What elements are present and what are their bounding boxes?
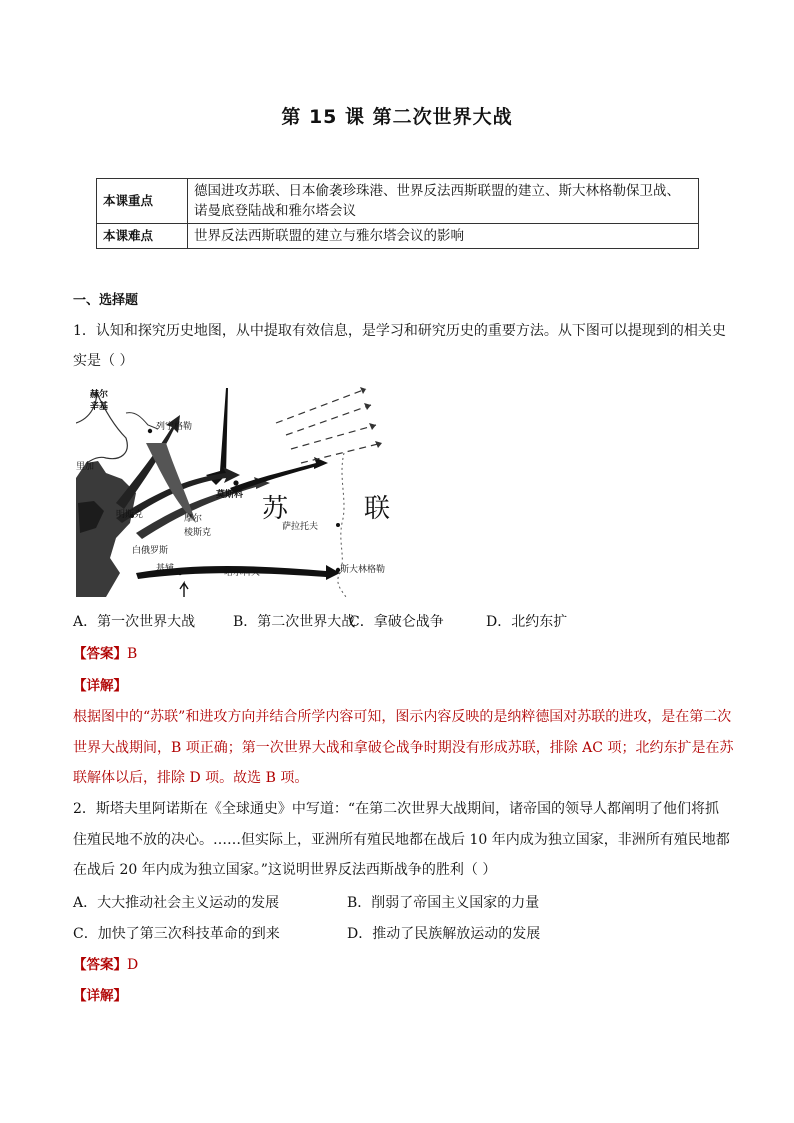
label-ussr: 联 — [364, 494, 391, 524]
label-kharkov: 哈尔科夫 — [224, 568, 261, 578]
detail-label: 【详解】 — [73, 678, 127, 694]
q1-option-d[interactable]: D．北约东扩 — [486, 614, 568, 630]
answer-value: D — [127, 957, 139, 973]
q1-option-b[interactable]: B．第二次世界大战 — [233, 614, 356, 630]
q1-stem-line: 1．认知和探究历史地图，从中提取有效信息，是学习和研究历史的重要方法。从下图可以提现到的相关史 — [73, 323, 726, 339]
answer-value: B — [127, 646, 138, 662]
difficult-points-content — [188, 224, 699, 249]
label-minsk: 明斯克 — [116, 510, 144, 520]
label-leningrad: 列宁格勒 — [156, 422, 193, 432]
label-belarus: 白俄罗斯 — [132, 546, 169, 556]
q1-detail-heading — [73, 676, 127, 696]
key-points-table — [96, 178, 699, 249]
difficult-points-label: 本课难点 — [97, 224, 188, 249]
q2-option-a[interactable]: A．大大推动社会主义运动的发展 — [73, 895, 280, 911]
label-helsinki: 辛基 — [90, 402, 109, 412]
q1-detail-line: 根据图中的“苏联”和进攻方向并结合所学内容可知，图示内容反映的是纳粹德国对苏联的进攻，是在第二次 — [73, 709, 732, 725]
answer-label: 【答案】 — [73, 957, 127, 973]
label-ussr: 苏 — [262, 494, 289, 524]
label-mogilev: 棱斯克 — [184, 528, 212, 538]
q2-option-d[interactable]: D．推动了民族解放运动的发展 — [347, 926, 541, 942]
detail-label: 【详解】 — [73, 988, 127, 1004]
q2-option-b[interactable]: B．削弱了帝国主义国家的力量 — [347, 895, 540, 911]
q2-stem-line: 2．斯塔夫里阿诺斯在《全球通史》中写道：“在第二次世界大战期间，诸帝国的领导人都阐明了他们将抓 — [73, 801, 720, 817]
label-helsinki: 赫尔 — [90, 390, 109, 400]
key-points-line: 诺曼底登陆战和雅尔塔会议 — [194, 203, 356, 219]
q1-detail-line: 世界大战期间，B 项正确；第一次世界大战和拿破仑战争时期没有形成苏联，排除 AC 项；北约东扩是在苏 — [73, 740, 734, 756]
q2-options-row-1 — [73, 893, 539, 913]
section-heading: 一、选择题 — [73, 293, 139, 308]
key-points-row — [97, 179, 699, 224]
difficult-points-line: 世界反法西斯联盟的建立与雅尔塔会议的影响 — [194, 228, 464, 244]
q2-options-row-2 — [73, 924, 540, 944]
key-points-line: 德国进攻苏联、日本偷袭珍珠港、世界反法西斯联盟的建立、斯大林格勒保卫战、 — [194, 183, 680, 199]
q2-stem-line: 在战后 20 年内成为独立国家。”这说明世界反法西斯战争的胜利（ ） — [73, 862, 497, 878]
answer-label: 【答案】 — [73, 646, 127, 662]
q1-options — [73, 612, 567, 632]
q1-answer — [73, 644, 137, 664]
q2-option-c[interactable]: C．加快了第三次科技革命的到来 — [73, 926, 280, 942]
q2-stem-line: 住殖民地不放的决心。……但实际上，亚洲所有殖民地都在战后 10 年内成为独立国家，非洲所有殖民地都 — [73, 832, 730, 848]
label-kiev: 基辅 — [156, 564, 175, 574]
key-points-label: 本课重点 — [97, 179, 188, 224]
q1-stem-line: 实是（ ） — [73, 353, 134, 369]
q1-option-c[interactable]: C．拿破仑战争 — [349, 614, 444, 630]
q2-answer — [73, 955, 138, 975]
eastern-front-map — [76, 383, 398, 597]
label-stalingrad: 斯大林格勒 — [340, 565, 386, 575]
label-saratov: 萨拉托夫 — [282, 522, 319, 532]
label-mogilev: 摩尔 — [184, 514, 203, 524]
q2-detail-heading — [73, 986, 127, 1006]
q1-option-a[interactable]: A．第一次世界大战 — [73, 614, 196, 630]
lesson-title: 第 15 课 第二次世界大战 — [281, 106, 513, 128]
q1-detail-line: 联解体以后，排除 D 项。故选 B 项。 — [73, 770, 309, 786]
label-moscow: 莫斯科 — [216, 490, 244, 500]
difficult-points-row — [97, 224, 699, 249]
key-points-content — [188, 179, 699, 224]
label-riga: 里加 — [76, 462, 95, 472]
